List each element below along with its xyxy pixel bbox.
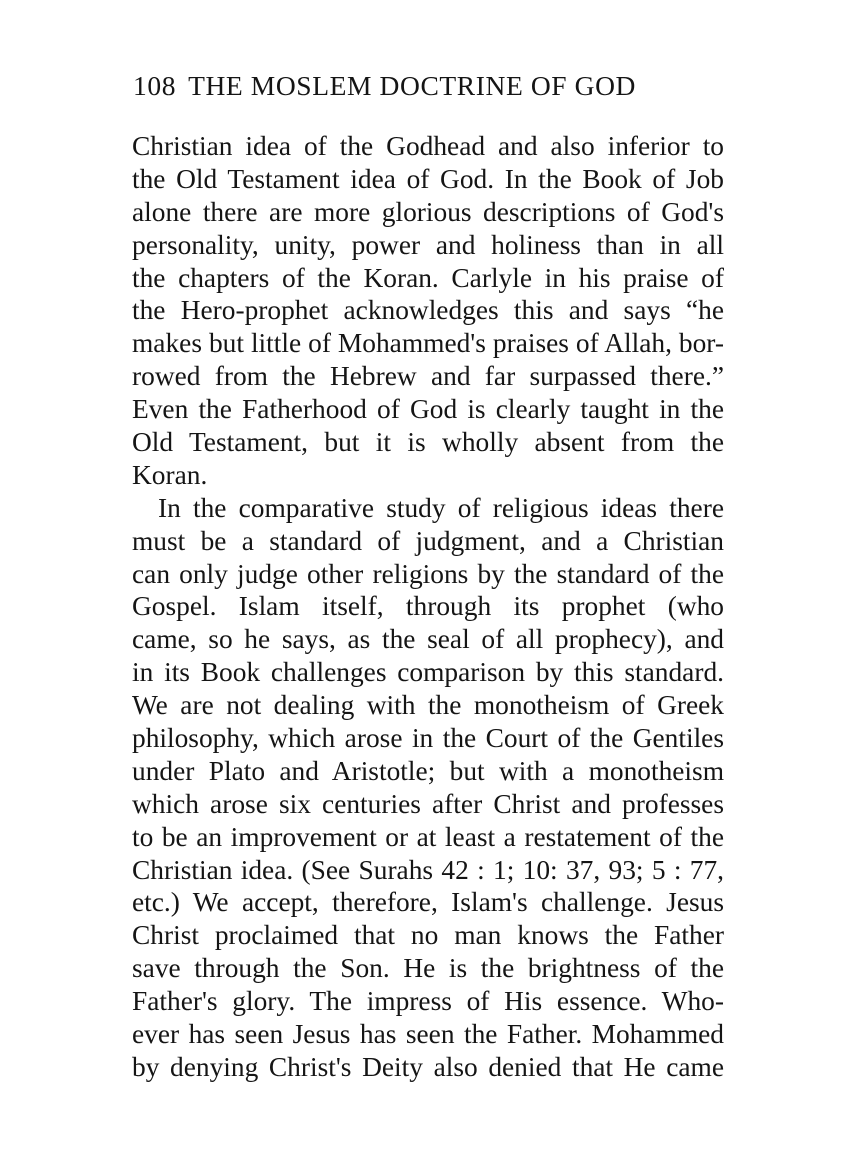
- text-line: can only judge other religions by the standard of the: [132, 558, 724, 589]
- text-line: ever has seen Jesus has seen the Father. Mohammed: [132, 1019, 724, 1050]
- text-line: save through the Son. He is the brightness of the: [132, 953, 724, 984]
- text-line: by denying Christ's Deity also denied that He came: [132, 1051, 724, 1082]
- text-line: to be an improvement or at least a restatement of the: [132, 821, 724, 852]
- text-line: came, so he says, as the seal of all prophecy), and: [132, 624, 724, 655]
- text-line: makes but little of Mohammed's praises of Allah, bor-: [132, 328, 724, 359]
- text-line: Gospel. Islam itself, through its prophet (who: [132, 591, 724, 622]
- text-line: etc.) We accept, therefore, Islam's challenge. Jesus: [132, 887, 724, 918]
- text-line: alone there are more glorious descriptions of God's: [132, 196, 724, 227]
- text-line: which arose six centuries after Christ and professes: [132, 788, 724, 819]
- text-line: We are not dealing with the monotheism of Greek: [132, 690, 724, 721]
- text-line: Christian idea of the Godhead and also inferior to: [132, 131, 724, 161]
- page-number: 108: [133, 70, 177, 101]
- text-line: philosophy, which arose in the Court of the Gentiles: [132, 723, 724, 754]
- text-line: Father's glory. The impress of His essence. Who-: [132, 986, 724, 1017]
- text-line: the Hero-prophet acknowledges this and says “he: [132, 295, 724, 326]
- running-head: [133, 70, 733, 118]
- running-title: THE MOSLEM DOCTRINE OF GOD: [188, 70, 637, 101]
- text-line: the Old Testament idea of God. In the Book of Job: [132, 163, 724, 194]
- text-line: Old Testament, but it is wholly absent from the: [132, 427, 724, 458]
- body-text: [132, 130, 724, 1084]
- text-line: the chapters of the Koran. Carlyle in his praise of: [132, 262, 724, 293]
- text-line: Even the Fatherhood of God is clearly taught in the: [132, 394, 724, 425]
- text-line: personality, unity, power and holiness than in all: [132, 229, 724, 260]
- text-line: rowed from the Hebrew and far surpassed there.”: [132, 361, 724, 392]
- text-line: under Plato and Aristotle; but with a monotheism: [132, 755, 724, 786]
- text-line: In the comparative study of religious ideas there: [158, 492, 724, 523]
- text-line: in its Book challenges comparison by this standard.: [132, 657, 724, 688]
- text-line: must be a standard of judgment, and a Christian: [132, 525, 724, 556]
- text-line: Koran.: [132, 459, 208, 490]
- text-line: Christian idea. (See Surahs 42 : 1; 10: 37, 93; 5 : 77,: [132, 854, 724, 885]
- text-line: Christ proclaimed that no man knows the Father: [132, 920, 724, 951]
